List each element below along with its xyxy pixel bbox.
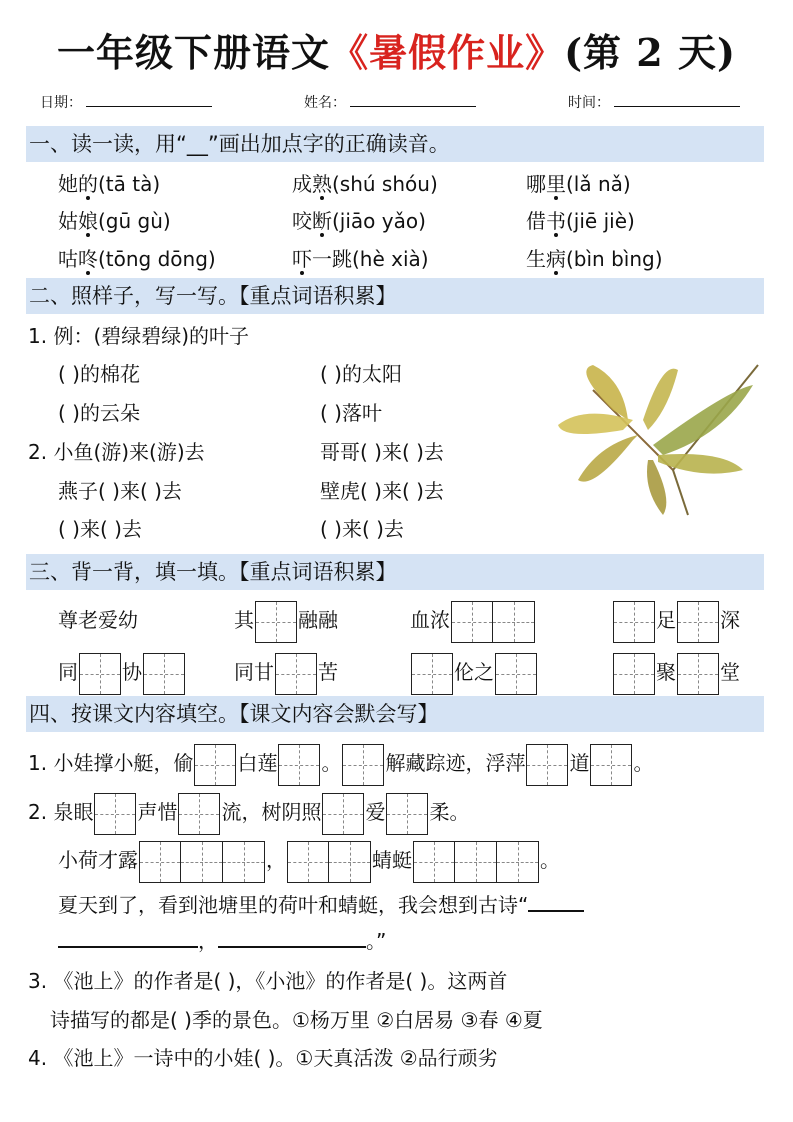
s4-q1[interactable]: 1. 小娃撑小艇，偷 白莲 。 解藏踪迹，浮萍 道 。	[28, 742, 653, 786]
s2-blank[interactable]: ( )的太阳	[320, 362, 402, 386]
s3-word[interactable]: 同甘 苦	[234, 651, 338, 695]
s3-word[interactable]: 血浓	[410, 599, 536, 643]
section4-heading: 四、按课文内容填空。【课文内容会默会写】	[26, 696, 764, 732]
time-field[interactable]: 时间：	[568, 92, 740, 112]
s4-q2-line2[interactable]: 小荷才露 ， 蜻蜓 。	[58, 839, 560, 883]
s3-word: 尊老爱幼	[58, 608, 138, 632]
section1-heading: 一、读一读，用“__”画出加点字的正确读音。	[26, 126, 764, 162]
s2-blank[interactable]: 燕子( )来( )去	[58, 479, 182, 503]
name-field[interactable]: 姓名：	[304, 92, 476, 112]
s1-item: 她的(tā tà)	[58, 172, 161, 196]
s1-item: 哪里(lǎ nǎ)	[526, 172, 631, 196]
section3-heading: 三、背一背，填一填。【重点词语积累】	[26, 554, 764, 590]
s4-q3-line2[interactable]: 诗描写的都是( )季的景色。①杨万里 ②白居易 ③春 ④夏	[50, 1008, 543, 1032]
s4-q3[interactable]: 3. 《池上》的作者是( )，《小池》的作者是( )。这两首	[28, 969, 508, 993]
s4-q2-line3[interactable]: 夏天到了，看到池塘里的荷叶和蜻蜓，我会想到古诗“	[58, 890, 584, 920]
section2-heading: 二、照样子，写一写。【重点词语积累】	[26, 278, 764, 314]
s4-q2-line4[interactable]: ， 。”	[58, 926, 386, 956]
s2-blank[interactable]: 哥哥( )来( )去	[320, 440, 444, 464]
s3-word[interactable]: 聚 堂	[612, 651, 740, 695]
s3-word[interactable]: 足 深	[612, 599, 740, 643]
s4-q4[interactable]: 4. 《池上》一诗中的小娃( )。①天真活泼 ②品行顽劣	[28, 1046, 498, 1070]
s2-blank[interactable]: ( )的云朵	[58, 401, 140, 425]
s2-blank[interactable]: ( )来( )去	[58, 517, 142, 541]
s3-word[interactable]: 伦之	[410, 651, 538, 695]
s1-item: 咬断(jiāo yǎo)	[292, 209, 426, 233]
s2-blank[interactable]: ( )的棉花	[58, 362, 140, 386]
s1-item: 咕咚(tōng dōng)	[58, 247, 216, 271]
s3-word[interactable]: 同 协	[58, 651, 186, 695]
s2-example2: 2. 小鱼(游)来(游)去	[28, 440, 205, 464]
s2-blank[interactable]: ( )来( )去	[320, 517, 404, 541]
maple-leaf-illustration	[553, 350, 768, 520]
page-title: 一年级下册语文《暑假作业》(第 2 天)	[57, 30, 736, 75]
s1-item: 吓一跳(hè xià)	[292, 247, 429, 271]
s2-blank[interactable]: ( )落叶	[320, 401, 382, 425]
s2-blank[interactable]: 壁虎( )来( )去	[320, 479, 444, 503]
s2-example: 1. 例：(碧绿碧绿)的叶子	[28, 324, 250, 348]
date-field[interactable]: 日期：	[40, 92, 212, 112]
s1-item: 姑娘(gū gù)	[58, 209, 171, 233]
s3-word[interactable]: 其 融融	[234, 599, 338, 643]
s1-item: 生病(bìn bìng)	[526, 247, 663, 271]
s4-q2[interactable]: 2. 泉眼 声惜 流，树阴照 爱 柔。	[28, 791, 469, 835]
s1-item: 借书(jiē jiè)	[526, 209, 635, 233]
s1-item: 成熟(shú shóu)	[292, 172, 438, 196]
